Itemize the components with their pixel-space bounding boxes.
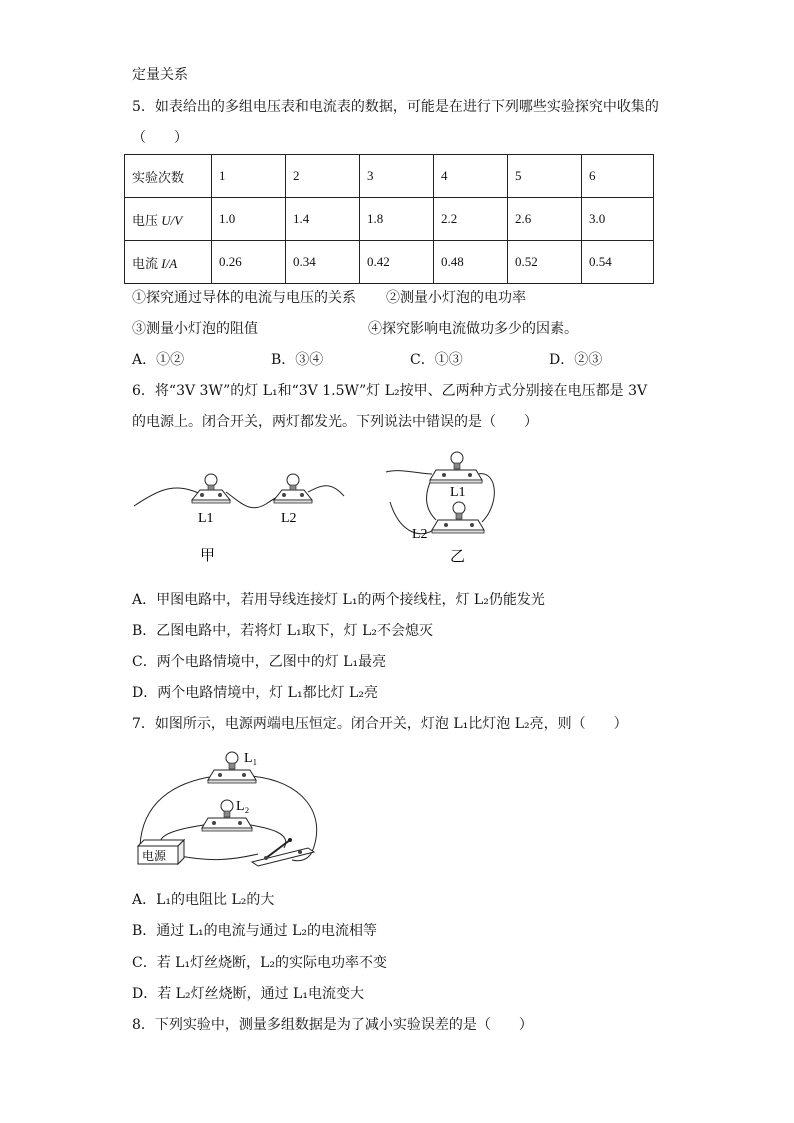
table-cell: 0.48 — [434, 241, 508, 284]
fig-left-caption: 甲 — [200, 546, 216, 564]
q6-figure-parallel-circuit — [380, 444, 520, 572]
q5-option-d[interactable]: D．②③ — [549, 352, 603, 368]
table-cell: 3 — [360, 155, 434, 198]
q6-option-d[interactable]: D．两个电路情境中，灯 L₁都比灯 L₂亮 — [132, 685, 378, 701]
table-row-voltage — [125, 198, 654, 241]
table-cell: 0.26 — [212, 241, 286, 284]
table-row-trials — [125, 155, 654, 198]
q7-option-d[interactable]: D．若 L₂灯丝烧断，通过 L₁电流变大 — [132, 986, 364, 1002]
fig-l1-label: L₁ — [244, 751, 258, 766]
q7-option-b[interactable]: B．通过 L₁的电流与通过 L₂的电流相等 — [132, 923, 378, 939]
table-cell: 2.2 — [434, 198, 508, 241]
voltage-unit: U/V — [161, 212, 183, 228]
table-cell: 1.0 — [212, 198, 286, 241]
table-cell: 1.4 — [286, 198, 360, 241]
q6-option-b[interactable]: B．乙图电路中，若将灯 L₁取下，灯 L₂不会熄灭 — [132, 623, 434, 639]
previous-question-tail: 定量关系 — [132, 67, 188, 83]
table-cell: 1 — [212, 155, 286, 198]
table-cell: 0.52 — [508, 241, 582, 284]
table-cell: 4 — [434, 155, 508, 198]
table-row-current — [125, 241, 654, 284]
current-unit: I/A — [161, 255, 178, 271]
q7-figure-circuit — [132, 744, 332, 870]
q7-stem: 7．如图所示，电源两端电压恒定。闭合开关，灯泡 L₁比灯泡 L₂亮，则（ ） — [132, 716, 628, 732]
table-cell: 5 — [508, 155, 582, 198]
q5-option-c[interactable]: C．①③ — [410, 352, 463, 368]
q6-stem-line2: 的电源上。闭合开关，两灯都发光。下列说法中错误的是（ ） — [132, 414, 538, 430]
fig-l2-label: L₂ — [236, 799, 250, 814]
table-cell: 6 — [582, 155, 654, 198]
q5-item-2: ②测量小灯泡的电功率 — [386, 290, 526, 306]
q5-option-a[interactable]: A．①② — [132, 352, 185, 368]
q6-option-c[interactable]: C．两个电路情境中，乙图中的灯 L₁最亮 — [132, 654, 387, 670]
q5-item-3: ③测量小灯泡的阻值 — [132, 321, 258, 337]
fig-left-l2-label: L2 — [281, 511, 297, 526]
fig-right-l2-label: L2 — [412, 527, 428, 542]
voltage-label: 电压 — [132, 212, 159, 228]
table-cell: 2 — [286, 155, 360, 198]
table-cell: 0.42 — [360, 241, 434, 284]
table-cell: 2.6 — [508, 198, 582, 241]
table-cell: 1.8 — [360, 198, 434, 241]
fig-left-l1-label: L1 — [198, 511, 214, 526]
q6-option-a[interactable]: A．甲图电路中，若用导线连接灯 L₁的两个接线柱，灯 L₂仍能发光 — [132, 592, 545, 608]
q7-option-c[interactable]: C．若 L₁灯丝烧断，L₂的实际电功率不变 — [132, 955, 387, 971]
q7-option-a[interactable]: A．L₁的电阻比 L₂的大 — [132, 892, 275, 908]
fig-right-caption: 乙 — [450, 547, 466, 565]
table-header-voltage — [125, 198, 212, 241]
table-cell: 0.54 — [582, 241, 654, 284]
q5-item-4: ④探究影响电流做功多少的因素。 — [368, 321, 578, 337]
q6-stem-line1: 6．将“3V 3W”的灯 L₁和“3V 1.5W”灯 L₂按甲、乙两种方式分别接在电压都是 3V — [132, 383, 648, 399]
q5-item-1: ①探究通过导体的电流与电压的关系 — [132, 290, 356, 306]
q5-answer-paren: （ ） — [132, 130, 188, 146]
current-label: 电流 — [132, 255, 159, 271]
table-header-trials: 实验次数 — [125, 155, 212, 198]
fig-source-label: 电源 — [142, 849, 167, 863]
table-header-current — [125, 241, 212, 284]
q5-data-table — [124, 154, 654, 284]
q5-stem: 5．如表给出的多组电压表和电流表的数据，可能是在进行下列哪些实验探究中收集的 — [132, 99, 659, 115]
table-cell: 3.0 — [582, 198, 654, 241]
q8-stem: 8．下列实验中，测量多组数据是为了减小实验误差的是（ ） — [132, 1017, 533, 1033]
table-cell: 0.34 — [286, 241, 360, 284]
q6-figure-series-circuit — [130, 462, 350, 572]
fig-right-l1-label: L1 — [450, 485, 466, 500]
q5-option-b[interactable]: B．③④ — [271, 352, 324, 368]
